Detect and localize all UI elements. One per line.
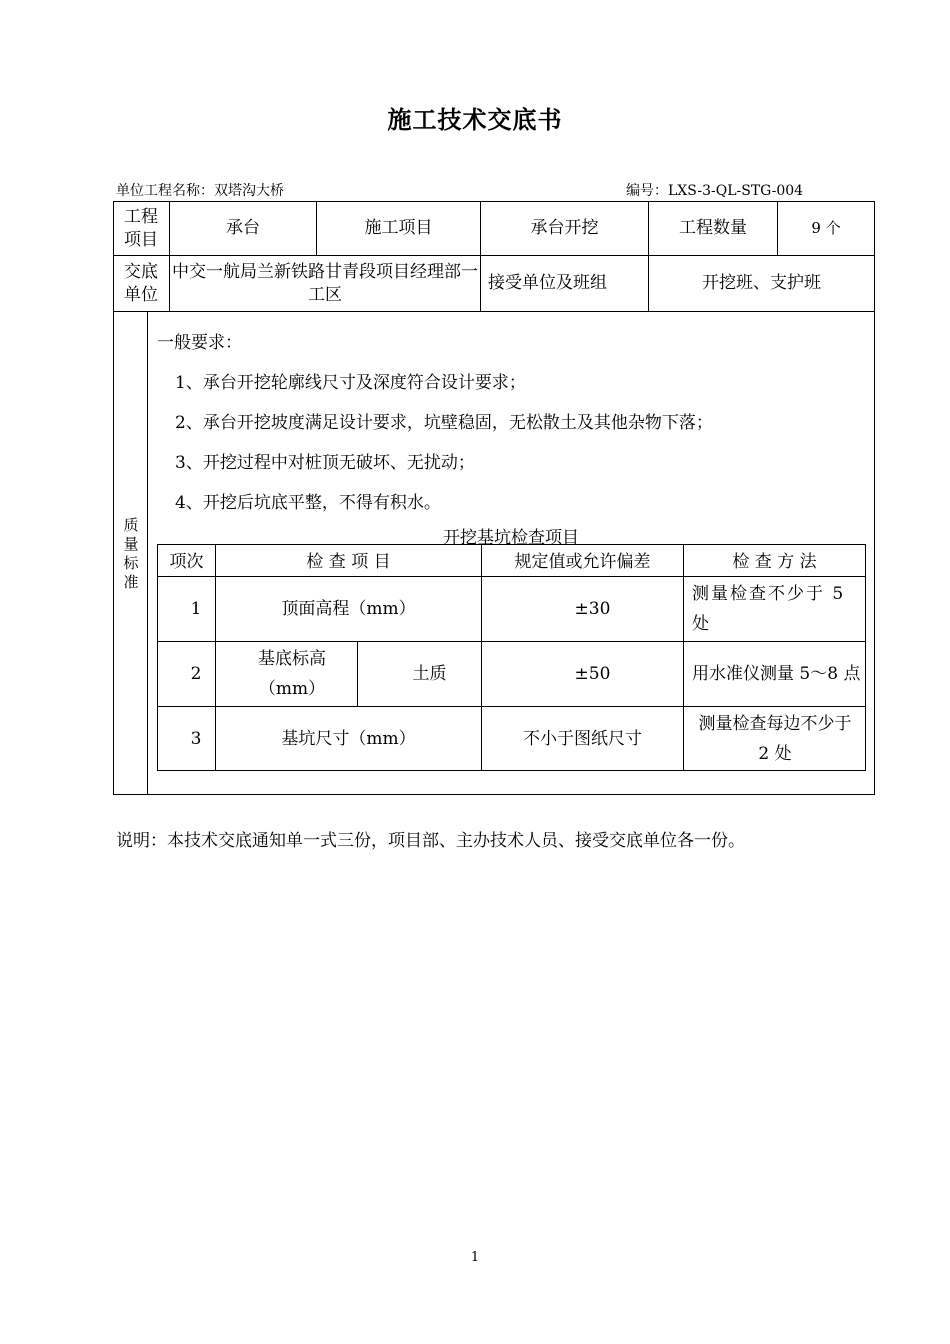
row2-value: ±50: [574, 663, 611, 684]
footnote: 说明：本技术交底通知单一式三份，项目部、主办技术人员、接受交底单位各一份。: [116, 831, 745, 851]
row2-no: 2: [190, 663, 202, 684]
header-value: 规定值或允许偏差: [514, 551, 651, 572]
requirement-item: 1、承台开挖轮廓线尺寸及深度符合设计要求；: [175, 373, 526, 393]
row1-value: ±30: [574, 598, 611, 619]
row3-method: 测量检查每边不少于 2 处: [698, 714, 852, 764]
quantity-value: 9 个: [811, 219, 841, 237]
construction-item-value: 承台开挖: [530, 218, 599, 238]
document-code: 编号：LXS-3-QL-STG-004: [626, 183, 804, 199]
page-number: 1: [470, 1250, 480, 1265]
inspection-table-title: 开挖基坑检查项目: [443, 528, 579, 548]
label-receiver: 接受单位及班组: [488, 273, 607, 293]
label-project: 工程项目: [124, 206, 158, 250]
row1-method: 测量检查不少于 5 处: [692, 584, 846, 634]
unit-project-name: 单位工程名称：双塔沟大桥: [116, 183, 284, 199]
receiver-value: 开挖班、支护班: [702, 273, 821, 293]
header-no: 项次: [169, 551, 204, 572]
header-item: 检 查 项 目: [306, 551, 391, 572]
row2-sub-item: 土质: [412, 663, 447, 684]
requirements-heading: 一般要求：: [157, 333, 242, 353]
requirement-item: 2、承台开挖坡度满足设计要求，坑壁稳固，无松散土及其他杂物下落；: [175, 413, 713, 433]
row3-item: 基坑尺寸（mm）: [281, 728, 416, 749]
row3-value: 不小于图纸尺寸: [523, 728, 642, 749]
requirement-item: 3、开挖过程中对桩顶无破坏、无扰动；: [175, 453, 475, 473]
requirement-item: 4、开挖后坑底平整，不得有积水。: [175, 493, 441, 513]
row1-item: 顶面高程（mm）: [281, 598, 416, 619]
header-method: 检 查 方 法: [732, 551, 817, 572]
row2-item: 基底标高（mm）: [258, 649, 326, 699]
unit-value: 中交一航局兰新铁路甘青段项目经理部一工区: [172, 261, 478, 305]
row2-method: 用水准仪测量 5～8 点: [692, 664, 861, 684]
label-construction-item: 施工项目: [364, 218, 433, 238]
row3-no: 3: [190, 728, 202, 749]
label-unit: 交底单位: [124, 261, 158, 305]
row1-no: 1: [190, 598, 202, 619]
quality-standard-label: 质量标准: [123, 516, 139, 591]
document-title: 施工技术交底书: [387, 105, 563, 134]
project-value: 承台: [226, 218, 260, 238]
label-quantity: 工程数量: [679, 218, 747, 238]
